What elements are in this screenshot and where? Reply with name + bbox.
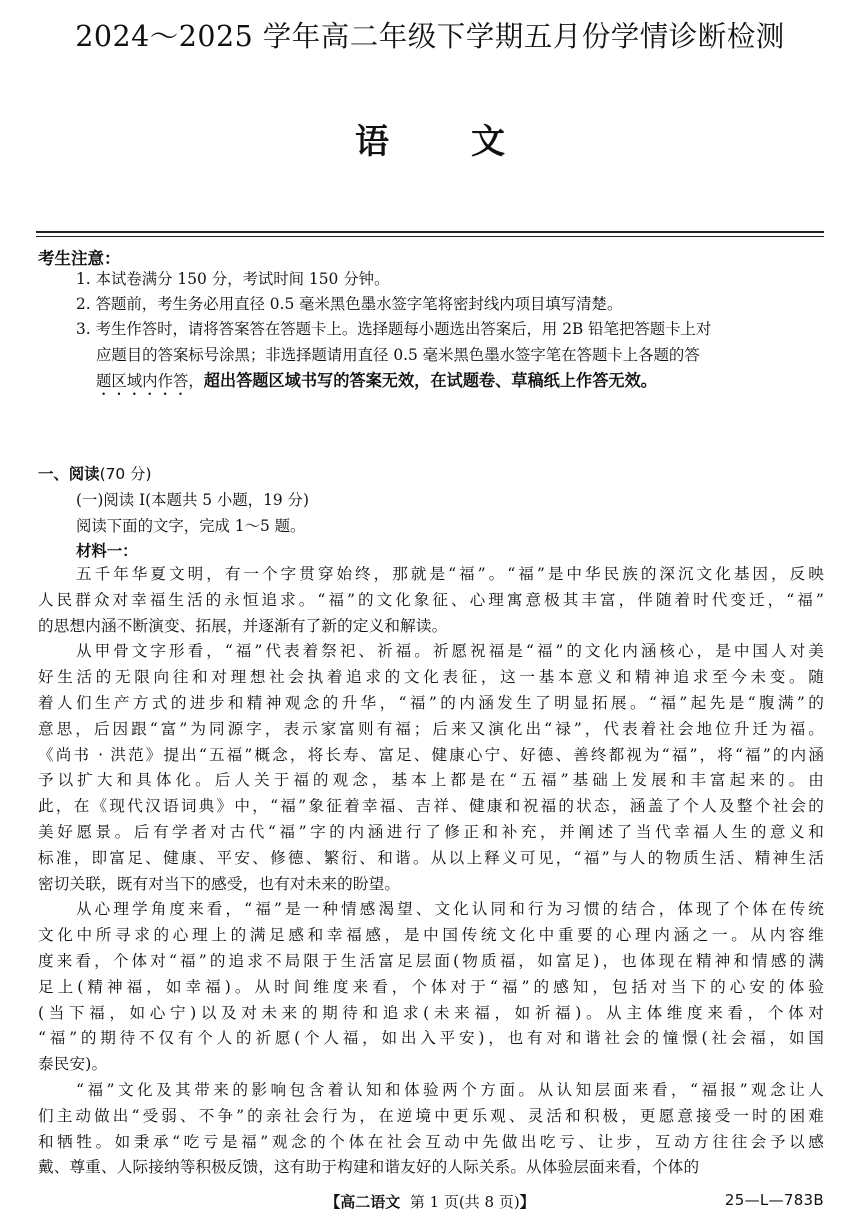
passage-line: 从甲骨文字形看，“福”代表着祭祀、祈福。祈愿祝福是“福”的文化内涵核心，是中国人对美	[76, 642, 824, 661]
reading-passage	[38, 562, 824, 1181]
footer-right-bracket: 】	[519, 1193, 535, 1211]
subject-char-1: 语	[355, 122, 389, 162]
passage-line: “福”文化及其带来的影响包含着认知和体验两个方面。从认知层面来看，“福报”观念让人	[76, 1080, 824, 1099]
passage-line: 人民群众对幸福生活的永恒追求。“福”的文化象征、心理寓意极其丰富，伴随着时代变迁，“福”	[38, 590, 824, 609]
passage-line: 文化中所寻求的心理上的满足感和幸福感，是中国传统文化中重要的心理内涵之一。从内容维	[38, 926, 824, 945]
footer-left-bracket: 【	[325, 1193, 341, 1211]
passage-line: 和牺牲。如秉承“吃亏是福”观念的个体在社会互动中先做出吃亏、让步，互动方往往会予以感	[38, 1132, 824, 1151]
section-title-label: 一、阅读	[38, 465, 100, 483]
passage-line: 度来看，个体对“福”的追求不局限于生活富足层面(物质福，如富足)，也体现在精神和情感的满	[38, 951, 824, 970]
divider-thick	[36, 231, 824, 233]
notice-emphasis: 超出答题区域书写的答案无效，在试题卷、草稿纸上作答无效。	[203, 371, 657, 390]
subject-title	[0, 114, 860, 163]
notice-heading: 考生注意：	[38, 249, 121, 268]
notice-dotted-text: 题区域内作答，	[96, 372, 204, 390]
passage-line: 予以扩大和具体化。后人关于福的观念，基本上都是在“五福”基础上发展和丰富起来的。由	[38, 771, 824, 790]
notice-item-3-line-2: 应题目的答案标号涂黑；非选择题请用直径 0.5 毫米黑色墨水签字笔在答题卡上各题的答	[96, 345, 700, 364]
material-label: 材料一：	[76, 542, 138, 560]
divider-thin	[36, 236, 824, 237]
section-title	[38, 462, 151, 484]
notice-item-3-line-1: 3. 考生作答时，请将答案答在答题卡上。选择题每小题选出答案后，用 2B 铅笔把答题卡上对	[76, 320, 712, 338]
notice-item-3-line-3	[76, 368, 826, 399]
passage-line: (当下福，如心宁)以及对未来的期待和追求(未来福，如祈福)。从主体维度来看，个体对	[38, 1003, 824, 1022]
footer-doc-code: 25—L—783B	[724, 1191, 824, 1209]
subject-char-2: 文	[471, 122, 505, 162]
footer-subject: 高二语文	[340, 1193, 401, 1211]
passage-line: 标准，即富足、健康、平安、修德、繁衍、和谐。从以上释义可见，“福”与人的物质生活、精神生活	[38, 848, 824, 867]
passage-line: 意思，后因跟“富”为同源字，表示家富则有福；后来又演化出“禄”，代表着社会地位升迁为福。	[38, 719, 824, 738]
exam-title: 2024～2025 学年高二年级下学期五月份学情诊断检测	[75, 20, 785, 53]
section-title-score: (70 分)	[99, 465, 152, 483]
passage-line: 美好愿景。后有学者对古代“福”字的内涵进行了修正和补充，并阐述了当代幸福人生的意义和	[38, 822, 824, 841]
passage-line: 好生活的无限向往和对理想社会执着追求的文化表征，这一基本意义和精神追求至今未变。随	[38, 668, 824, 687]
passage-line: 着人们生产方式的进步和精神观念的升华，“福”的内涵发生了明显拓展。“福”起先是“腹满”的	[38, 693, 824, 712]
footer-page-info: 第 1 页(共 8 页)	[409, 1193, 520, 1211]
passage-line: 密切关联，既有对当下的感受，也有对未来的盼望。	[38, 874, 401, 893]
notice-item-1: 1. 本试卷满分 150 分，考试时间 150 分钟。	[76, 270, 390, 288]
reading-instruction: 阅读下面的文字，完成 1～5 题。	[76, 517, 306, 535]
subsection-title: (一)阅读 I(本题共 5 小题，19 分)	[76, 491, 309, 509]
passage-line: “福”的期待不仅有个人的祈愿(个人福，如出入平安)，也有对和谐社会的憧憬(社会福，如国	[38, 1029, 824, 1048]
notice-item-3	[76, 317, 826, 399]
passage-line: 从心理学角度来看，“福”是一种情感渴望、文化认同和行为习惯的结合，体现了个体在传统	[76, 900, 824, 919]
passage-line: 泰民安)。	[38, 1055, 108, 1074]
passage-line: 《尚书 · 洪范》提出“五福”概念，将长寿、富足、健康心宁、好德、善终都视为“福”，将“福”的内涵	[38, 745, 824, 764]
passage-line: 五千年华夏文明，有一个字贯穿始终，那就是“福”。“福”是中华民族的深沉文化基因，反映	[76, 565, 824, 583]
passage-line: 戴、尊重、人际接纳等积极反馈，这有助于构建和谐友好的人际关系。从体验层面来看，个体的	[38, 1158, 700, 1177]
passage-line: 的思想内涵不断演变、拓展，并逐渐有了新的定义和解读。	[38, 616, 448, 635]
passage-line: 足上(精神福，如幸福)。从时间维度来看，个体对于“福”的感知，包括对当下的心安的体验	[38, 977, 824, 996]
passage-line: 此，在《现代汉语词典》中，“福”象征着幸福、吉祥、健康和祝福的状态，涵盖了个人及整个社会的	[38, 797, 824, 816]
passage-line: 们主动做出“受弱、不争”的亲社会行为，在逆境中更乐观、灵活和积极，更愿意接受一时的困难	[38, 1106, 824, 1125]
notice-item-2: 2. 答题前，考生务必用直径 0.5 毫米黑色墨水签字笔将密封线内项目填写清楚。	[76, 295, 623, 313]
